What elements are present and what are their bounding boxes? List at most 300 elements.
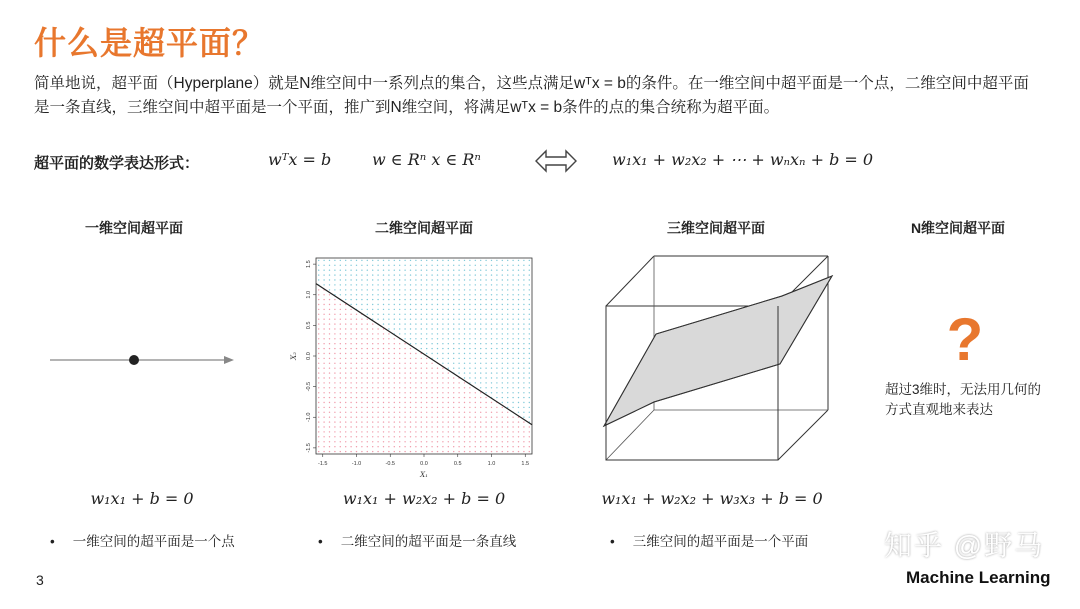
grid-dot xyxy=(491,289,492,290)
grid-dot xyxy=(507,382,508,383)
grid-dot xyxy=(318,407,319,408)
grid-dot xyxy=(388,323,389,324)
grid-dot xyxy=(507,446,508,447)
grid-dot xyxy=(485,436,486,437)
grid-dot xyxy=(518,397,519,398)
grid-dot xyxy=(518,343,519,344)
question-mark-icon: ? xyxy=(946,306,984,373)
grid-dot xyxy=(475,323,476,324)
grid-dot xyxy=(523,294,524,295)
grid-dot xyxy=(367,441,368,442)
grid-dot xyxy=(329,358,330,359)
grid-dot xyxy=(426,402,427,403)
nd-description-line-1: 超过3维时，无法用几何的 xyxy=(885,382,1042,397)
grid-dot xyxy=(529,417,530,418)
grid-dot xyxy=(356,338,357,339)
grid-dot xyxy=(372,368,373,369)
three-d-illustration xyxy=(598,250,838,467)
grid-dot xyxy=(350,289,351,290)
grid-dot xyxy=(399,333,400,334)
y-axis-label: X₂ xyxy=(290,352,298,360)
grid-dot xyxy=(367,309,368,310)
grid-dot xyxy=(388,412,389,413)
grid-dot xyxy=(480,279,481,280)
grid-dot xyxy=(377,392,378,393)
grid-dot xyxy=(383,274,384,275)
grid-dot xyxy=(377,274,378,275)
grid-dot xyxy=(350,368,351,369)
equation-3d: w₁x₁ + w₂x₂ + w₃x₃ + b = 0 xyxy=(601,489,823,508)
grid-dot xyxy=(350,338,351,339)
grid-dot xyxy=(458,436,459,437)
grid-dot xyxy=(334,451,335,452)
grid-dot xyxy=(448,368,449,369)
grid-dot xyxy=(329,426,330,427)
grid-dot xyxy=(448,343,449,344)
grid-dot xyxy=(448,387,449,388)
grid-dot xyxy=(383,397,384,398)
grid-dot xyxy=(421,417,422,418)
grid-dot xyxy=(345,392,346,393)
grid-dot xyxy=(496,392,497,393)
grid-dot xyxy=(383,260,384,261)
grid-dot xyxy=(512,333,513,334)
grid-dot xyxy=(485,446,486,447)
grid-dot xyxy=(394,294,395,295)
grid-dot xyxy=(480,392,481,393)
grid-dot xyxy=(437,309,438,310)
equation-1d: w₁x₁ + b = 0 xyxy=(90,489,194,508)
col-title-nd: N维空间超平面 xyxy=(910,220,1006,236)
grid-dot xyxy=(518,412,519,413)
grid-dot xyxy=(464,363,465,364)
grid-dot xyxy=(458,382,459,383)
grid-dot xyxy=(485,402,486,403)
grid-dot xyxy=(329,417,330,418)
grid-dot xyxy=(361,382,362,383)
grid-dot xyxy=(318,431,319,432)
grid-dot xyxy=(399,274,400,275)
grid-dot xyxy=(475,353,476,354)
grid-dot xyxy=(518,363,519,364)
grid-dot xyxy=(469,274,470,275)
grid-dot xyxy=(404,284,405,285)
grid-dot xyxy=(475,368,476,369)
grid-dot xyxy=(458,446,459,447)
grid-dot xyxy=(496,304,497,305)
grid-dot xyxy=(350,387,351,388)
grid-dot xyxy=(350,274,351,275)
grid-dot xyxy=(502,319,503,320)
grid-dot xyxy=(334,279,335,280)
grid-dot xyxy=(431,426,432,427)
grid-dot xyxy=(458,343,459,344)
grid-dot xyxy=(388,431,389,432)
grid-dot xyxy=(469,319,470,320)
bullet-text: 二维空间的超平面是一条直线 xyxy=(340,534,517,549)
grid-dot xyxy=(512,343,513,344)
grid-dot xyxy=(480,270,481,271)
grid-dot xyxy=(507,368,508,369)
grid-dot xyxy=(496,265,497,266)
formula-wtx: wᵀx = b xyxy=(268,150,332,169)
grid-dot xyxy=(480,412,481,413)
grid-dot xyxy=(529,333,530,334)
grid-dot xyxy=(512,421,513,422)
grid-dot xyxy=(458,294,459,295)
nd-description xyxy=(885,380,1055,420)
grid-dot xyxy=(399,279,400,280)
grid-dot xyxy=(529,377,530,378)
grid-dot xyxy=(415,372,416,373)
grid-dot xyxy=(410,284,411,285)
grid-dot xyxy=(469,397,470,398)
grid-dot xyxy=(448,353,449,354)
grid-dot xyxy=(491,323,492,324)
grid-dot xyxy=(502,274,503,275)
grid-dot xyxy=(491,279,492,280)
grid-dot xyxy=(523,314,524,315)
grid-dot xyxy=(453,407,454,408)
grid-dot xyxy=(496,323,497,324)
grid-dot xyxy=(485,368,486,369)
grid-dot xyxy=(512,407,513,408)
grid-dot xyxy=(469,289,470,290)
grid-dot xyxy=(340,348,341,349)
grid-dot xyxy=(518,328,519,329)
grid-dot xyxy=(361,270,362,271)
grid-dot xyxy=(323,392,324,393)
grid-dot xyxy=(383,407,384,408)
grid-dot xyxy=(502,304,503,305)
grid-dot xyxy=(410,328,411,329)
grid-dot xyxy=(323,363,324,364)
grid-dot xyxy=(496,407,497,408)
grid-dot xyxy=(518,304,519,305)
one-d-illustration xyxy=(48,350,238,375)
grid-dot xyxy=(410,363,411,364)
grid-dot xyxy=(318,265,319,266)
grid-dot xyxy=(458,309,459,310)
grid-dot xyxy=(523,309,524,310)
grid-dot xyxy=(421,451,422,452)
grid-dot xyxy=(394,314,395,315)
grid-dot xyxy=(491,274,492,275)
grid-dot xyxy=(394,284,395,285)
grid-dot xyxy=(372,304,373,305)
grid-dot xyxy=(372,338,373,339)
grid-dot xyxy=(464,270,465,271)
grid-dot xyxy=(529,284,530,285)
grid-dot xyxy=(361,436,362,437)
grid-dot xyxy=(518,431,519,432)
grid-dot xyxy=(404,309,405,310)
grid-dot xyxy=(399,343,400,344)
grid-dot xyxy=(334,412,335,413)
grid-dot xyxy=(491,270,492,271)
grid-dot xyxy=(453,417,454,418)
grid-dot xyxy=(399,294,400,295)
grid-dot xyxy=(475,431,476,432)
grid-dot xyxy=(458,431,459,432)
grid-dot xyxy=(448,338,449,339)
grid-dot xyxy=(356,270,357,271)
grid-dot xyxy=(442,358,443,359)
grid-dot xyxy=(512,274,513,275)
grid-dot xyxy=(469,299,470,300)
grid-dot xyxy=(437,265,438,266)
grid-dot xyxy=(399,314,400,315)
y-tick-label: -0.5 xyxy=(306,381,312,392)
grid-dot xyxy=(323,323,324,324)
grid-dot xyxy=(334,377,335,378)
grid-dot xyxy=(383,387,384,388)
grid-dot xyxy=(491,314,492,315)
grid-dot xyxy=(529,338,530,339)
grid-dot xyxy=(361,353,362,354)
grid-dot xyxy=(329,436,330,437)
grid-dot xyxy=(345,412,346,413)
grid-dot xyxy=(507,265,508,266)
y-tick-label: 0.0 xyxy=(306,352,312,360)
grid-dot xyxy=(361,338,362,339)
grid-dot xyxy=(421,446,422,447)
grid-dot xyxy=(518,299,519,300)
grid-dot xyxy=(377,353,378,354)
grid-dot xyxy=(372,358,373,359)
grid-dot xyxy=(464,333,465,334)
grid-dot xyxy=(372,446,373,447)
grid-dot xyxy=(329,328,330,329)
grid-dot xyxy=(356,294,357,295)
grid-dot xyxy=(448,402,449,403)
grid-dot xyxy=(448,363,449,364)
grid-dot xyxy=(404,412,405,413)
grid-dot xyxy=(448,265,449,266)
grid-dot xyxy=(345,333,346,334)
grid-dot xyxy=(480,431,481,432)
grid-dot xyxy=(421,377,422,378)
grid-dot xyxy=(512,314,513,315)
grid-dot xyxy=(410,309,411,310)
grid-dot xyxy=(458,304,459,305)
equivalence-arrow-icon xyxy=(534,148,578,179)
grid-dot xyxy=(469,309,470,310)
grid-dot xyxy=(458,319,459,320)
grid-dot xyxy=(323,274,324,275)
grid-dot xyxy=(502,260,503,261)
grid-dot xyxy=(345,294,346,295)
grid-dot xyxy=(496,294,497,295)
grid-dot xyxy=(464,260,465,261)
grid-dot xyxy=(437,319,438,320)
grid-dot xyxy=(426,407,427,408)
grid-dot xyxy=(529,451,530,452)
grid-dot xyxy=(350,304,351,305)
grid-dot xyxy=(415,421,416,422)
grid-dot xyxy=(372,343,373,344)
grid-dot xyxy=(507,299,508,300)
grid-dot xyxy=(507,270,508,271)
grid-dot xyxy=(464,392,465,393)
grid-dot xyxy=(372,328,373,329)
grid-dot xyxy=(512,309,513,310)
grid-dot xyxy=(372,279,373,280)
grid-dot xyxy=(361,294,362,295)
grid-dot xyxy=(350,284,351,285)
grid-dot xyxy=(340,387,341,388)
grid-dot xyxy=(480,407,481,408)
grid-dot xyxy=(442,319,443,320)
grid-dot xyxy=(377,436,378,437)
grid-dot xyxy=(529,260,530,261)
grid-dot xyxy=(502,368,503,369)
grid-dot xyxy=(502,387,503,388)
grid-dot xyxy=(356,343,357,344)
grid-dot xyxy=(442,323,443,324)
grid-dot xyxy=(394,436,395,437)
grid-dot xyxy=(394,363,395,364)
grid-dot xyxy=(361,402,362,403)
grid-dot xyxy=(529,358,530,359)
grid-dot xyxy=(523,372,524,373)
grid-dot xyxy=(345,274,346,275)
grid-dot xyxy=(502,343,503,344)
grid-dot xyxy=(345,358,346,359)
grid-dot xyxy=(383,343,384,344)
grid-dot xyxy=(394,358,395,359)
grid-dot xyxy=(318,274,319,275)
grid-dot xyxy=(415,270,416,271)
grid-dot xyxy=(361,397,362,398)
grid-dot xyxy=(323,358,324,359)
grid-dot xyxy=(464,372,465,373)
grid-dot xyxy=(372,260,373,261)
grid-dot xyxy=(377,338,378,339)
grid-dot xyxy=(507,451,508,452)
grid-dot xyxy=(404,304,405,305)
grid-dot xyxy=(437,417,438,418)
grid-dot xyxy=(491,372,492,373)
grid-dot xyxy=(458,368,459,369)
grid-dot xyxy=(448,377,449,378)
grid-dot xyxy=(458,270,459,271)
grid-dot xyxy=(442,299,443,300)
grid-dot xyxy=(512,372,513,373)
y-tick-label: 0.5 xyxy=(306,321,312,330)
grid-dot xyxy=(437,397,438,398)
grid-dot xyxy=(496,343,497,344)
grid-dot xyxy=(431,353,432,354)
grid-dot xyxy=(512,260,513,261)
grid-dot xyxy=(431,407,432,408)
grid-dot xyxy=(377,265,378,266)
grid-dot xyxy=(431,382,432,383)
grid-dot xyxy=(323,451,324,452)
grid-dot xyxy=(361,392,362,393)
grid-dot xyxy=(377,348,378,349)
grid-dot xyxy=(404,314,405,315)
grid-dot xyxy=(485,397,486,398)
grid-dot xyxy=(388,333,389,334)
grid-dot xyxy=(475,436,476,437)
grid-dot xyxy=(453,387,454,388)
grid-dot xyxy=(529,294,530,295)
grid-dot xyxy=(361,265,362,266)
grid-dot xyxy=(394,348,395,349)
grid-dot xyxy=(426,338,427,339)
grid-dot xyxy=(356,304,357,305)
grid-dot xyxy=(464,402,465,403)
grid-dot xyxy=(426,343,427,344)
grid-dot xyxy=(345,377,346,378)
grid-dot xyxy=(410,319,411,320)
grid-dot xyxy=(356,451,357,452)
grid-dot xyxy=(421,372,422,373)
grid-dot xyxy=(469,426,470,427)
grid-dot xyxy=(491,338,492,339)
grid-dot xyxy=(442,314,443,315)
grid-dot xyxy=(496,363,497,364)
grid-dot xyxy=(377,343,378,344)
grid-dot xyxy=(350,294,351,295)
grid-dot xyxy=(372,377,373,378)
grid-dot xyxy=(404,328,405,329)
grid-dot xyxy=(469,363,470,364)
grid-dot xyxy=(383,402,384,403)
grid-dot xyxy=(485,289,486,290)
grid-dot xyxy=(442,294,443,295)
grid-dot xyxy=(329,372,330,373)
grid-dot xyxy=(442,407,443,408)
grid-dot xyxy=(356,421,357,422)
grid-dot xyxy=(345,426,346,427)
grid-dot xyxy=(480,304,481,305)
grid-dot xyxy=(491,426,492,427)
grid-dot xyxy=(356,387,357,388)
grid-dot xyxy=(442,260,443,261)
grid-dot xyxy=(383,289,384,290)
grid-dot xyxy=(426,353,427,354)
grid-dot xyxy=(512,397,513,398)
grid-dot xyxy=(529,274,530,275)
grid-dot xyxy=(404,319,405,320)
grid-dot xyxy=(361,279,362,280)
grid-dot xyxy=(318,387,319,388)
grid-dot xyxy=(523,304,524,305)
grid-dot xyxy=(453,265,454,266)
formula-domain: w ∈ Rⁿ x ∈ Rⁿ xyxy=(372,150,481,169)
grid-dot xyxy=(334,402,335,403)
grid-dot xyxy=(485,363,486,364)
grid-dot xyxy=(480,436,481,437)
grid-dot xyxy=(329,397,330,398)
grid-dot xyxy=(394,299,395,300)
grid-dot xyxy=(529,368,530,369)
grid-dot xyxy=(475,304,476,305)
grid-dot xyxy=(512,265,513,266)
grid-dot xyxy=(431,377,432,378)
grid-dot xyxy=(453,270,454,271)
grid-dot xyxy=(415,417,416,418)
grid-dot xyxy=(523,323,524,324)
grid-dot xyxy=(388,319,389,320)
grid-dot xyxy=(340,284,341,285)
grid-dot xyxy=(399,426,400,427)
grid-dot xyxy=(350,377,351,378)
grid-dot xyxy=(340,397,341,398)
grid-dot xyxy=(480,294,481,295)
